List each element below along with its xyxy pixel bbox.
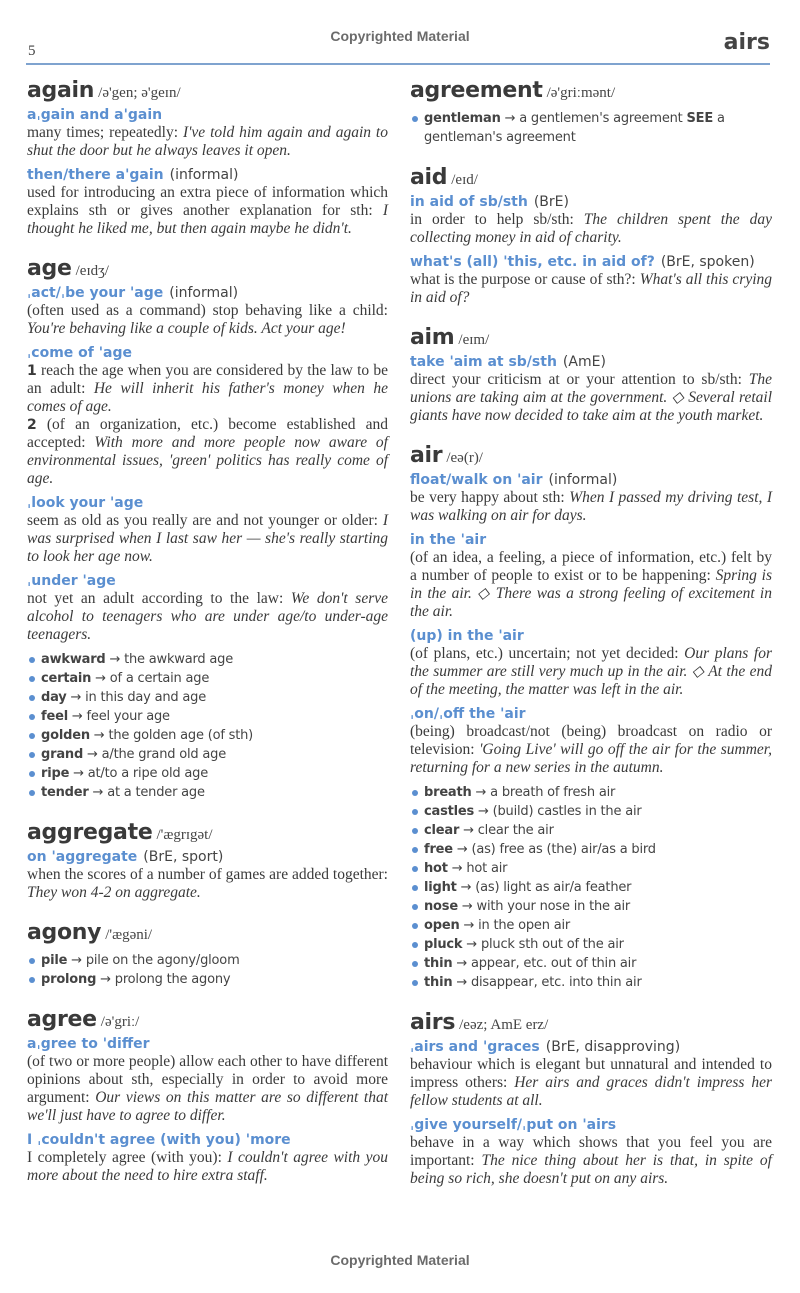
- idiom-sense: [410, 1039, 772, 1110]
- example-text: Our plans for the summer are still very much up in the air. ◇ At the end of the meeting, the matter was left in the air.: [410, 645, 772, 698]
- definition: [410, 371, 772, 425]
- xref-keyword: grand: [41, 747, 84, 762]
- xref-keyword: open: [424, 918, 460, 933]
- header-rule: [26, 63, 770, 65]
- cross-reference-item[interactable]: [410, 859, 772, 878]
- bullet-dot-icon: [29, 733, 35, 739]
- cross-reference-item[interactable]: [410, 916, 772, 935]
- dictionary-entry: [410, 1010, 772, 1188]
- definition-text: in order to help sb/sth:: [410, 211, 584, 228]
- dictionary-entry: [27, 256, 388, 802]
- sense-number: 1: [27, 363, 37, 379]
- page-number: 5: [28, 43, 36, 59]
- idiom-sense: [27, 345, 388, 488]
- xref-target: pile on the agony/gloom: [85, 953, 240, 968]
- xref-target: at/to a ripe old age: [87, 766, 208, 781]
- idiom-phrase-text: aˌgain and a'gain: [27, 107, 163, 123]
- example-text: 'Going Live' will go off the air for the summer, returning for a new series in the autumn.: [410, 741, 772, 776]
- dictionary-entry: [27, 78, 388, 238]
- xref-keyword: free: [424, 842, 453, 857]
- idiom-sense: [27, 495, 388, 566]
- idiom-phrase: [27, 167, 388, 184]
- dictionary-entry: [27, 1007, 388, 1185]
- definition-text: not yet an adult according to the law:: [27, 590, 291, 607]
- bullet-dot-icon: [412, 980, 418, 986]
- right-arrow-icon: →: [69, 766, 88, 781]
- cross-reference-item[interactable]: [410, 878, 772, 897]
- idiom-phrase: [410, 194, 772, 211]
- xref-keyword: day: [41, 690, 67, 705]
- idiom-phrase: [410, 1039, 772, 1056]
- xref-keyword: castles: [424, 804, 475, 819]
- xref-target: hot air: [466, 861, 508, 876]
- bullet-dot-icon: [412, 866, 418, 872]
- xref-target: in this day and age: [85, 690, 207, 705]
- xref-target: at a tender age: [107, 785, 205, 800]
- headword: aggregate: [27, 820, 153, 845]
- bullet-dot-icon: [29, 676, 35, 682]
- idiom-phrase: [27, 345, 388, 362]
- headword: aim: [410, 325, 455, 350]
- entry-header: [27, 920, 388, 945]
- usage-label: (informal): [548, 472, 618, 488]
- cross-reference-item[interactable]: [410, 821, 772, 840]
- idiom-phrase: [410, 706, 772, 723]
- dictionary-entry: [410, 443, 772, 992]
- definition-text: behave in a way which shows that you feel you are important:: [410, 1134, 772, 1169]
- definition-text: be very happy about sth:: [410, 489, 570, 506]
- bullet-dot-icon: [412, 961, 418, 967]
- idiom-phrase: [410, 472, 772, 489]
- cross-reference-item[interactable]: [27, 688, 388, 707]
- right-arrow-icon: →: [462, 937, 481, 952]
- bullet-dot-icon: [412, 885, 418, 891]
- entry-header: [27, 820, 388, 845]
- pronunciation: /eəz; AmE erz/: [459, 1017, 549, 1033]
- idiom-phrase-text: then/there a'gain: [27, 167, 164, 183]
- dictionary-entry: [410, 78, 772, 147]
- cross-reference-list: [27, 951, 388, 989]
- headword: again: [27, 78, 95, 103]
- xref-target: a gentlemen's agreement: [519, 111, 683, 126]
- pronunciation: /eɪm/: [458, 332, 490, 348]
- idiom-sense: [27, 573, 388, 644]
- example-text: The unions are taking aim at the government. ◇ Several retail giants have now decided to take aim at the youth market.: [410, 371, 772, 424]
- idiom-sense: [27, 1036, 388, 1125]
- copyright-header: Copyrighted Material: [330, 28, 470, 44]
- usage-label: (informal): [169, 167, 239, 183]
- xref-target: feel your age: [86, 709, 170, 724]
- idiom-sense: [410, 354, 772, 425]
- xref-keyword: thin: [424, 956, 453, 971]
- guide-word: airs: [723, 30, 770, 55]
- dictionary-entry: [410, 325, 772, 425]
- definition-text: used for introducing an extra piece of information which explains sth or gives another explanation for sth:: [27, 184, 388, 219]
- right-arrow-icon: →: [459, 918, 479, 933]
- xref-keyword: ripe: [41, 766, 70, 781]
- xref-keyword: golden: [41, 728, 90, 743]
- cross-reference-item[interactable]: [27, 970, 388, 989]
- right-arrow-icon: →: [91, 671, 110, 686]
- entry-header: [27, 1007, 388, 1032]
- idiom-phrase-text: ˌairs and 'graces: [410, 1039, 540, 1055]
- definition: [410, 549, 772, 621]
- xref-keyword: pile: [41, 953, 68, 968]
- cross-reference-item[interactable]: [27, 764, 388, 783]
- cross-reference-item[interactable]: [410, 109, 772, 147]
- headword: agony: [27, 920, 102, 945]
- headword: airs: [410, 1010, 456, 1035]
- idiom-phrase: [27, 495, 388, 512]
- usage-label: (BrE, disapproving): [545, 1039, 681, 1055]
- pronunciation: /ə'gen; ə'geɪn/: [98, 85, 181, 101]
- right-arrow-icon: →: [89, 728, 109, 743]
- right-arrow-icon: →: [452, 842, 472, 857]
- idiom-phrase-text: (up) in the 'air: [410, 628, 524, 644]
- idiom-phrase: [27, 1132, 388, 1149]
- idiom-phrase: [27, 849, 388, 866]
- xref-keyword: pluck: [424, 937, 463, 952]
- idiom-phrase-text: ˌact/ˌbe your 'age: [27, 285, 164, 301]
- idiom-sense: [410, 628, 772, 699]
- xref-keyword: breath: [424, 785, 472, 800]
- example-text: When I passed my driving test, I was walking on air for days.: [410, 489, 772, 524]
- idiom-phrase: [410, 532, 772, 549]
- idiom-phrase-text: ˌgive yourself/ˌput on 'airs: [410, 1117, 617, 1133]
- right-arrow-icon: →: [471, 785, 491, 800]
- right-arrow-icon: →: [67, 953, 86, 968]
- xref-target: (as) light as air/a feather: [475, 880, 632, 895]
- bullet-dot-icon: [412, 942, 418, 948]
- idiom-phrase: [410, 254, 772, 271]
- xref-target: in the open air: [478, 918, 571, 933]
- entry-header: [410, 1010, 772, 1035]
- definition-text: I completely agree (with you):: [27, 1149, 228, 1166]
- definition: [410, 723, 772, 777]
- entry-header: [410, 443, 772, 468]
- xref-target: a breath of fresh air: [490, 785, 616, 800]
- definition-text: what is the purpose or cause of sth?:: [410, 271, 640, 288]
- definition: [27, 302, 388, 338]
- right-arrow-icon: →: [474, 804, 493, 819]
- definition-text: seem as old as you really are and not younger or older:: [27, 512, 383, 529]
- example-text: With more and more people now aware of environmental issues, 'green' politics has really come of age.: [27, 434, 388, 487]
- cross-reference-item[interactable]: [410, 783, 772, 802]
- xref-target: the awkward age: [124, 652, 234, 667]
- xref-target: pluck sth out of the air: [480, 937, 624, 952]
- idiom-phrase: [27, 573, 388, 590]
- definition-text: many times; repeatedly:: [27, 124, 183, 141]
- bullet-dot-icon: [412, 904, 418, 910]
- numbered-definition: [27, 362, 388, 416]
- definition-text: behaviour which is elegant but unnatural and intended to impress others:: [410, 1056, 772, 1091]
- idiom-phrase-text: on 'aggregate: [27, 849, 138, 865]
- idiom-phrase-text: float/walk on 'air: [410, 472, 543, 488]
- example-text: They won 4-2 on aggregate.: [27, 884, 201, 901]
- definition: [27, 1149, 388, 1185]
- dictionary-entry: [410, 165, 772, 307]
- xref-target: (build) castles in the air: [492, 804, 642, 819]
- idiom-phrase-text: what's (all) 'this, etc. in aid of?: [410, 254, 655, 270]
- definition-text: (being) broadcast/not (being) broadcast on radio or television:: [410, 723, 772, 758]
- xref-target: clear the air: [477, 823, 554, 838]
- example-text: I was surprised when I last saw her — she's really starting to look her age now.: [27, 512, 388, 565]
- idiom-sense: [410, 706, 772, 777]
- definition: [410, 645, 772, 699]
- right-arrow-icon: →: [500, 111, 520, 126]
- example-text: Our views on this matter are so different that we'll just have to agree to differ.: [27, 1089, 388, 1124]
- cross-reference-list: [410, 783, 772, 992]
- headword: aid: [410, 165, 448, 190]
- example-text: The children spent the day collecting money in aid of charity.: [410, 211, 772, 246]
- definition: [410, 1134, 772, 1188]
- definition: [410, 489, 772, 525]
- usage-label: (BrE, spoken): [660, 254, 755, 270]
- idiom-sense: [410, 194, 772, 247]
- bullet-dot-icon: [412, 790, 418, 796]
- example-text: Her airs and graces didn't impress her fellow students at all.: [410, 1074, 772, 1109]
- right-arrow-icon: →: [452, 975, 471, 990]
- right-arrow-icon: →: [83, 747, 102, 762]
- example-text: What's all this crying in aid of?: [410, 271, 773, 306]
- right-arrow-icon: →: [457, 899, 477, 914]
- entry-header: [27, 78, 388, 103]
- definition: [27, 866, 388, 902]
- definition: [27, 184, 388, 238]
- definition: [410, 1056, 772, 1110]
- cross-reference-item[interactable]: [410, 897, 772, 916]
- bullet-dot-icon: [412, 847, 418, 853]
- entry-header: [410, 325, 772, 350]
- pronunciation: /eɪd/: [451, 172, 478, 188]
- pronunciation: /'ægəni/: [105, 927, 153, 943]
- definition-text: (of two or more people) allow each other to have different opinions about sth, especially in order to avoid more argument:: [27, 1053, 388, 1106]
- entry-header: [27, 256, 388, 281]
- idiom-phrase: [410, 354, 772, 371]
- right-arrow-icon: →: [105, 652, 125, 667]
- idiom-sense: [410, 254, 772, 307]
- example-text: You're behaving like a couple of kids. Act your age!: [27, 320, 346, 337]
- bullet-dot-icon: [412, 923, 418, 929]
- right-column: [410, 78, 772, 1206]
- xref-target: (as) free as (the) air/as a bird: [471, 842, 656, 857]
- right-arrow-icon: →: [452, 956, 471, 971]
- definition: [27, 512, 388, 566]
- bullet-dot-icon: [29, 790, 35, 796]
- usage-label: (AmE): [562, 354, 606, 370]
- idiom-phrase-text: in aid of sb/sth: [410, 194, 528, 210]
- entry-header: [410, 78, 772, 103]
- cross-reference-item[interactable]: [27, 951, 388, 970]
- idiom-sense: [27, 107, 388, 160]
- example-text: I couldn't agree with you more about the need to hire extra staff.: [27, 1149, 388, 1184]
- definition-text: (often used as a command) stop behaving like a child:: [27, 302, 388, 319]
- headword: air: [410, 443, 443, 468]
- usage-label: (BrE): [533, 194, 569, 210]
- xref-target: with your nose in the air: [476, 899, 631, 914]
- bullet-dot-icon: [29, 714, 35, 720]
- idiom-sense: [27, 1132, 388, 1185]
- usage-label: (BrE, sport): [143, 849, 224, 865]
- definition: [27, 1053, 388, 1125]
- xref-keyword: prolong: [41, 972, 97, 987]
- idiom-phrase-text: ˌunder 'age: [27, 573, 116, 589]
- see-label: SEE: [686, 111, 714, 126]
- cross-reference-item[interactable]: [410, 802, 772, 821]
- see-target: a gentleman's agreement: [424, 111, 725, 145]
- xref-target: a/the grand old age: [101, 747, 226, 762]
- idiom-phrase-text: in the 'air: [410, 532, 487, 548]
- xref-target: disappear, etc. into thin air: [470, 975, 642, 990]
- idiom-phrase: [27, 285, 388, 302]
- idiom-phrase-text: I ˌcouldn't agree (with you) 'more: [27, 1132, 291, 1148]
- pronunciation: /ə'griː/: [100, 1014, 140, 1030]
- bullet-dot-icon: [29, 958, 35, 964]
- definition: [410, 211, 772, 247]
- definition-text: (of plans, etc.) uncertain; not yet decided:: [410, 645, 685, 662]
- idiom-phrase: [27, 1036, 388, 1053]
- example-text: He will inherit his father's money when he comes of age.: [27, 380, 389, 415]
- cross-reference-item[interactable]: [410, 973, 772, 992]
- definition-text: (of an organization, etc.) become established and accepted:: [27, 416, 388, 451]
- dictionary-entry: [27, 920, 388, 989]
- sense-number: 2: [27, 417, 37, 433]
- idiom-phrase-text: aˌgree to 'differ: [27, 1036, 150, 1052]
- bullet-dot-icon: [29, 695, 35, 701]
- right-arrow-icon: →: [66, 690, 86, 705]
- cross-reference-item[interactable]: [27, 745, 388, 764]
- bullet-dot-icon: [412, 828, 418, 834]
- dictionary-entry: [27, 820, 388, 902]
- pronunciation: /'ægrɪgət/: [156, 827, 213, 843]
- definition: [27, 590, 388, 644]
- cross-reference-item[interactable]: [27, 650, 388, 669]
- pronunciation: /eə(r)/: [446, 450, 483, 466]
- xref-keyword: hot: [424, 861, 448, 876]
- cross-reference-item[interactable]: [410, 935, 772, 954]
- right-arrow-icon: →: [447, 861, 467, 876]
- idiom-sense: [410, 1117, 772, 1188]
- definition: [27, 124, 388, 160]
- idiom-sense: [27, 167, 388, 238]
- cross-reference-item[interactable]: [410, 840, 772, 859]
- xref-target: prolong the agony: [114, 972, 231, 987]
- example-text: The nice thing about her is that, in spite of being so rich, she doesn't put on any airs.: [410, 1152, 772, 1187]
- bullet-dot-icon: [29, 977, 35, 983]
- xref-target: appear, etc. out of thin air: [470, 956, 637, 971]
- right-arrow-icon: →: [459, 823, 478, 838]
- xref-keyword: nose: [424, 899, 458, 914]
- cross-reference-item[interactable]: [27, 707, 388, 726]
- xref-keyword: certain: [41, 671, 92, 686]
- right-arrow-icon: →: [96, 972, 115, 987]
- numbered-definition: [27, 416, 388, 488]
- xref-keyword: feel: [41, 709, 68, 724]
- usage-label: (informal): [169, 285, 239, 301]
- example-text: We don't serve alcohol to teenagers who are under age/to under-age teenagers.: [27, 590, 388, 643]
- cross-reference-item[interactable]: [27, 783, 388, 802]
- cross-reference-item[interactable]: [27, 726, 388, 745]
- cross-reference-list: [410, 109, 772, 147]
- example-text: I've told him again and again to shut the door but he always leaves it open.: [27, 124, 388, 159]
- headword: age: [27, 256, 72, 281]
- pronunciation: /ə'griːmənt/: [546, 85, 616, 101]
- idiom-phrase-text: ˌlook your 'age: [27, 495, 144, 511]
- idiom-phrase: [27, 107, 388, 124]
- definition: [410, 271, 772, 307]
- example-text: Spring is in the air. ◇ There was a strong feeling of excitement in the air.: [410, 567, 772, 620]
- idiom-sense: [27, 285, 388, 338]
- bullet-dot-icon: [29, 657, 35, 663]
- idiom-phrase-text: take 'aim at sb/sth: [410, 354, 557, 370]
- xref-keyword: gentleman: [424, 111, 501, 126]
- idiom-sense: [410, 472, 772, 525]
- xref-keyword: clear: [424, 823, 460, 838]
- left-column: [27, 78, 388, 1203]
- idiom-sense: [27, 849, 388, 902]
- definition-text: direct your criticism at or your attention to sb/sth:: [410, 371, 749, 388]
- headword: agreement: [410, 78, 543, 103]
- definition-text: when the scores of a number of games are added together:: [27, 866, 388, 883]
- xref-target: the golden age (of sth): [108, 728, 254, 743]
- cross-reference-item[interactable]: [27, 669, 388, 688]
- xref-keyword: light: [424, 880, 457, 895]
- idiom-phrase-text: ˌon/ˌoff the 'air: [410, 706, 526, 722]
- idiom-phrase-text: ˌcome of 'age: [27, 345, 132, 361]
- bullet-dot-icon: [29, 771, 35, 777]
- idiom-phrase: [410, 628, 772, 645]
- right-arrow-icon: →: [88, 785, 108, 800]
- definition-text: reach the age when you are considered by the law to be an adult:: [27, 362, 389, 397]
- pronunciation: /eɪdʒ/: [75, 263, 109, 279]
- example-text: I thought he liked me, but then again maybe he didn't.: [27, 202, 388, 237]
- bullet-dot-icon: [29, 752, 35, 758]
- cross-reference-list: [27, 650, 388, 802]
- headword: agree: [27, 1007, 97, 1032]
- idiom-phrase: [410, 1117, 772, 1134]
- copyright-footer: Copyrighted Material: [330, 1252, 470, 1268]
- xref-keyword: awkward: [41, 652, 106, 667]
- xref-keyword: tender: [41, 785, 89, 800]
- definition-text: (of an idea, a feeling, a piece of information, etc.) felt by a number of people to exist or to be happening:: [410, 549, 772, 584]
- entry-header: [410, 165, 772, 190]
- right-arrow-icon: →: [456, 880, 476, 895]
- xref-keyword: thin: [424, 975, 453, 990]
- right-arrow-icon: →: [67, 709, 87, 724]
- idiom-sense: [410, 532, 772, 621]
- bullet-dot-icon: [412, 809, 418, 815]
- xref-target: of a certain age: [109, 671, 210, 686]
- bullet-dot-icon: [412, 116, 418, 122]
- cross-reference-item[interactable]: [410, 954, 772, 973]
